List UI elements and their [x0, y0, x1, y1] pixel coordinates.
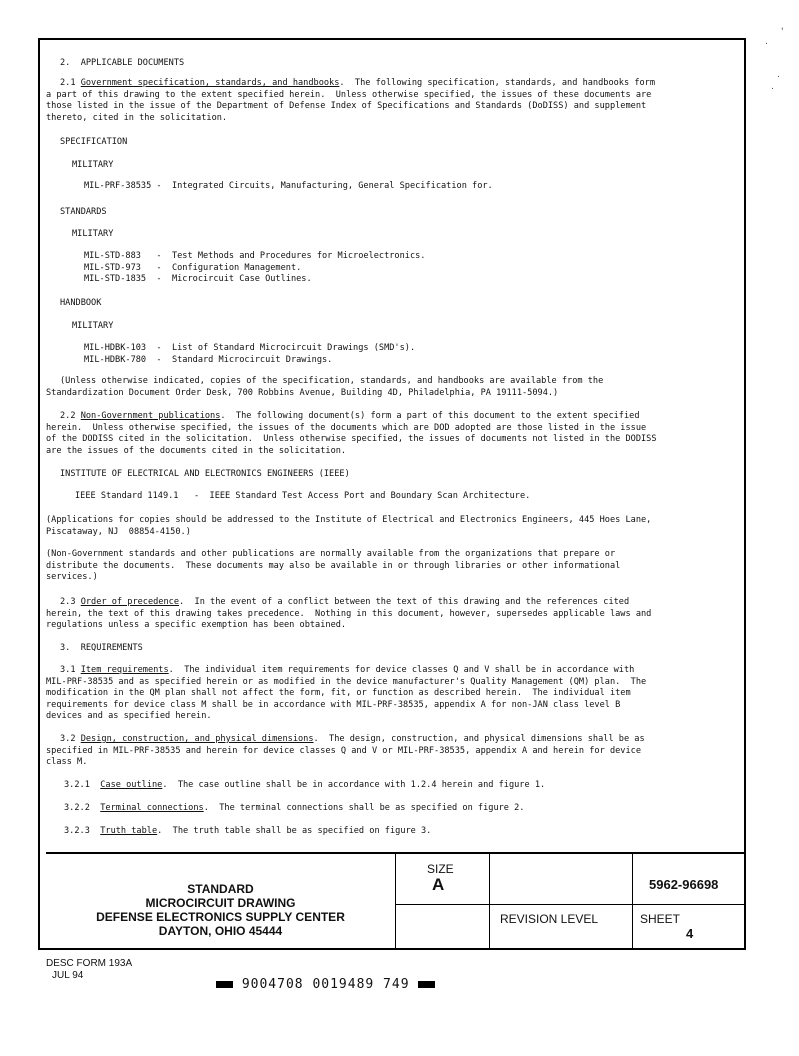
divider	[395, 904, 744, 905]
non-government-note-line-1: (Non-Government standards and other publications are normally available from the organizations that prepare or	[46, 549, 616, 559]
drawing-label: MICROCIRCUIT DRAWING	[145, 896, 296, 910]
form-number: DESC FORM 193A	[46, 958, 133, 969]
sheet-label: SHEET	[640, 912, 681, 926]
scan-mark: .	[777, 70, 780, 80]
section-3-2-2-title: Terminal connections	[100, 803, 204, 813]
handbook-heading: HANDBOOK	[60, 298, 102, 308]
divider	[632, 854, 633, 950]
spec-item: MIL-PRF-38535 - Integrated Circuits, Manufacturing, General Specification for.	[84, 181, 493, 191]
size-value: A	[432, 875, 445, 894]
copies-note-line-2: Standardization Document Order Desk, 700 Robbins Avenue, Building 4D, Philadelphia, PA 19111-5094.)	[46, 387, 559, 398]
military-heading: MILITARY	[72, 160, 114, 170]
section-3-1-line-5: devices and as specified herein.	[46, 711, 212, 721]
standard-item: MIL-STD-973 - Configuration Management.	[84, 262, 302, 273]
divider	[489, 854, 490, 950]
barcode-block	[216, 981, 233, 988]
form-date: JUL 94	[52, 970, 84, 981]
size-label: SIZE	[427, 862, 454, 876]
ieee-heading: INSTITUTE OF ELECTRICAL AND ELECTRONICS ENGINEERS (IEEE)	[60, 469, 350, 479]
title-block	[46, 852, 744, 950]
standard-label: STANDARD	[187, 882, 254, 896]
section-3-2-title: Design, construction, and physical dimensions	[80, 734, 314, 744]
section-2-2-line-2: herein. Unless otherwise specified, the issues of the documents which are DOD adopted are those listed in the issue	[46, 422, 647, 433]
document-number: 5962-96698	[649, 877, 719, 892]
divider	[395, 854, 396, 950]
barcode-number: 9004708 0019489 749	[241, 977, 410, 992]
section-3-2-line-2: specified in MIL-PRF-38535 and herein for device classes Q and V or MIL-PRF-38535, appendix A and herein for device	[46, 745, 641, 756]
military-heading: MILITARY	[72, 229, 114, 239]
section-2-2-line-4: are the issues of the documents cited in the solicitation.	[46, 445, 347, 456]
section-2-1-line-4: thereto, cited in the solicitation.	[46, 112, 228, 123]
ieee-address-line-1: (Applications for copies should be addressed to the Institute of Electrical and Electronics Engineers, 445 Hoes Lane,	[46, 515, 652, 525]
standards-heading: STANDARDS	[60, 207, 107, 217]
section-3-1-line-3: modification in the QM plan shall not affect the form, fit, or function as described herein. The individual item	[46, 688, 631, 698]
scan-mark: .	[765, 37, 768, 47]
section-3-2-1: 3.2.1 Case outline. The case outline shall be in accordance with 1.2.4 herein and figure 1.	[64, 780, 546, 790]
section-3-2-3: 3.2.3 Truth table. The truth table shall be as specified on figure 3.	[64, 826, 432, 836]
section-2-2-line-3: of the DODISS cited in the solicitation. Unless otherwise specified, the issues of documents not listed in the DODISS	[46, 434, 657, 444]
barcode-line	[216, 977, 435, 992]
handbook-item: MIL-HDBK-780 - Standard Microcircuit Drawings.	[84, 354, 333, 365]
scan-mark: .	[771, 82, 774, 92]
section-3-2-1-title: Case outline	[100, 780, 163, 790]
section-2-heading: 2. APPLICABLE DOCUMENTS	[60, 58, 185, 68]
section-3-heading: 3. REQUIREMENTS	[60, 643, 143, 653]
section-3-2-3-title: Truth table	[100, 826, 158, 836]
ieee-address-line-2: Piscataway, NJ 08854-4150.)	[46, 526, 191, 537]
military-heading: MILITARY	[72, 321, 114, 331]
section-3-1-line-4: requirements for device class M shall be in accordance with MIL-PRF-38535, appendix A for non-JAN class level B	[46, 699, 621, 710]
section-3-2-line-3: class M.	[46, 757, 88, 767]
section-2-3-line-2: herein, the text of this drawing takes precedence. Nothing in this document, however, supersedes applicable laws and	[46, 608, 652, 619]
section-3-1-title: Item requirements	[80, 665, 169, 675]
section-2-1-title: Government specification, standards, and handbooks	[80, 78, 340, 88]
section-3-1-line-1: 3.1 Item requirements. The individual item requirements for device classes Q and V shall be in accordance with	[60, 665, 635, 675]
agency-label: DEFENSE ELECTRONICS SUPPLY CENTER	[96, 910, 345, 924]
section-2-1-line-3: those listed in the issue of the Department of Defense Index of Specifications and Standards (DoDISS) and supplement	[46, 101, 647, 111]
section-2-1-line-1: 2.1 Government specification, standards, and handbooks. The following specification, standards, and handbooks form	[60, 78, 656, 88]
section-3-2-line-1: 3.2 Design, construction, and physical dimensions. The design, construction, and physical dimensions shall be as	[60, 734, 645, 744]
non-government-note-line-3: services.)	[46, 572, 98, 582]
section-2-3-line-1: 2.3 Order of precedence. In the event of a conflict between the text of this drawing and the references cited	[60, 597, 630, 607]
agency-address: DAYTON, OHIO 45444	[158, 924, 283, 938]
section-3-2-2: 3.2.2 Terminal connections. The terminal connections shall be as specified on figure 2.	[64, 803, 525, 813]
section-2-1-line-2: a part of this drawing to the extent specified herein. Unless otherwise specified, the issues of these documents are	[46, 89, 652, 100]
section-2-2-title: Non-Government publications	[80, 411, 221, 421]
standard-item: MIL-STD-1835 - Microcircuit Case Outlines.	[84, 274, 312, 284]
copies-note-line-1: (Unless otherwise indicated, copies of the specification, standards, and handbooks are available from the	[60, 376, 604, 386]
section-2-2-line-1: 2.2 Non-Government publications. The following document(s) form a part of this document to the extent specified	[60, 411, 640, 421]
standard-item: MIL-STD-883 - Test Methods and Procedures for Microelectronics.	[84, 251, 426, 261]
ieee-standard-item: IEEE Standard 1149.1 - IEEE Standard Test Access Port and Boundary Scan Architecture.	[75, 491, 531, 501]
barcode-block	[418, 981, 435, 988]
sheet-number: 4	[686, 926, 694, 941]
non-government-note-line-2: distribute the documents. These documents may also be available in or through libraries or other informational	[46, 560, 621, 571]
scan-mark: '	[781, 27, 784, 37]
handbook-item: MIL-HDBK-103 - List of Standard Microcircuit Drawings (SMD's).	[84, 343, 416, 353]
specification-heading: SPECIFICATION	[60, 137, 128, 147]
section-3-1-line-2: MIL-PRF-38535 and as specified herein or as modified in the device manufacturer's Quality Management (QM) plan. The	[46, 676, 647, 687]
revision-level-label: REVISION LEVEL	[500, 912, 599, 926]
section-2-3-line-3: regulations unless a specific exemption has been obtained.	[46, 620, 347, 630]
section-2-3-title: Order of precedence	[80, 597, 180, 607]
